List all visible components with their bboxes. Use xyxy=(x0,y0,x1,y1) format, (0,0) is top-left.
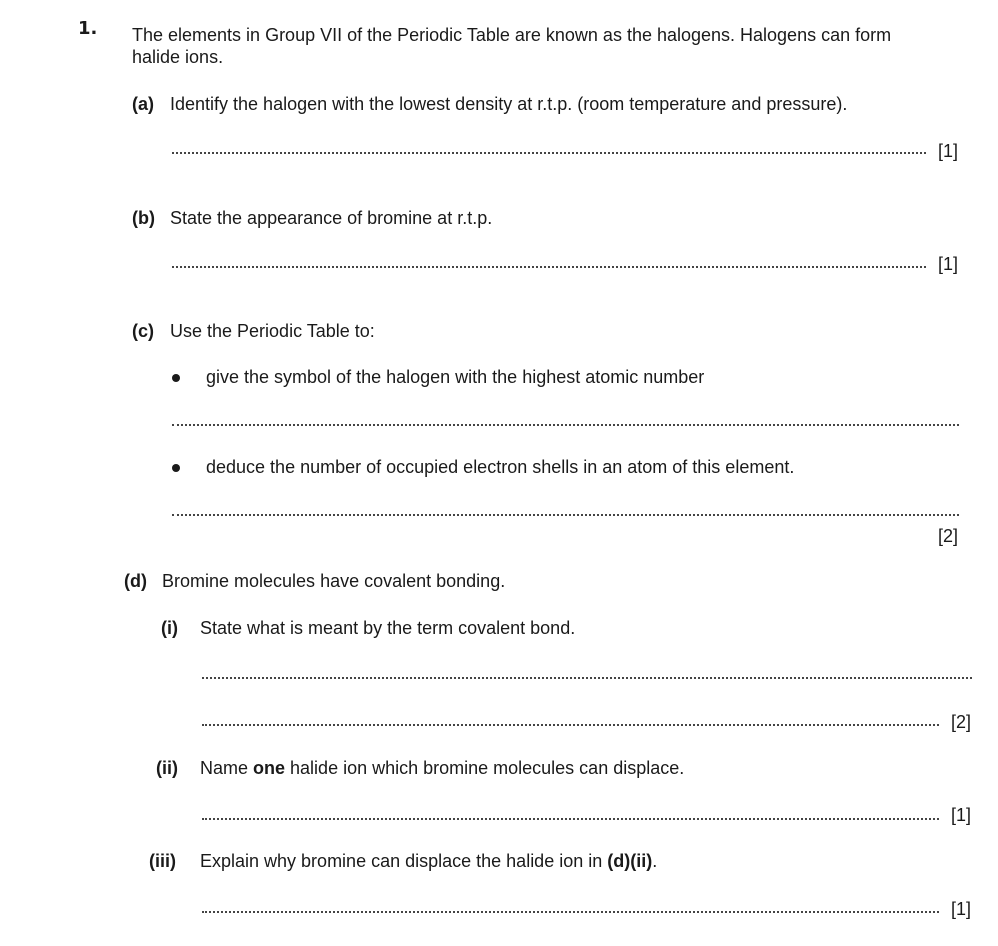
part-d-label: (d) xyxy=(124,571,147,591)
part-a-mark: [1] xyxy=(938,141,959,161)
question-intro-line1: The elements in Group VII of the Periodic Table are known as the halogens. Halogens can form xyxy=(132,25,892,45)
part-c-bullet-1-text: give the symbol of the halogen with the highest atomic number xyxy=(206,367,705,387)
part-c-answer-line-2[interactable] xyxy=(172,514,959,516)
part-d-ii-answer-line[interactable] xyxy=(202,818,939,820)
part-a-text: Identify the halogen with the lowest density at r.t.p. (room temperature and pressure). xyxy=(170,94,848,114)
part-d-ii-text: Name one halide ion which bromine molecules can displace. xyxy=(200,758,685,778)
part-d-iii-label: (iii) xyxy=(149,851,176,871)
part-c-answer-line-1[interactable] xyxy=(172,424,959,426)
part-d-text: Bromine molecules have covalent bonding. xyxy=(162,571,506,591)
part-b-answer-line[interactable] xyxy=(172,266,926,268)
part-d-i-answer-line-1[interactable] xyxy=(202,677,972,679)
question-intro-line2: halide ions. xyxy=(132,47,224,67)
part-c-text: Use the Periodic Table to: xyxy=(170,321,375,341)
part-d-iii-answer-line[interactable] xyxy=(202,911,939,913)
part-d-i-answer-line-2[interactable] xyxy=(202,724,939,726)
part-c-bullet-2 xyxy=(172,464,180,472)
part-c-mark: [2] xyxy=(938,526,959,546)
part-d-i-label: (i) xyxy=(161,618,178,638)
part-b-label: (b) xyxy=(132,208,155,228)
part-c-bullet-2-text: deduce the number of occupied electron shells in an atom of this element. xyxy=(206,457,795,477)
part-b-mark: [1] xyxy=(938,254,959,274)
part-d-ii-mark: [1] xyxy=(951,805,972,825)
part-a-label: (a) xyxy=(132,94,154,114)
part-c-bullet-1 xyxy=(172,374,180,382)
part-d-ii-label: (ii) xyxy=(156,758,178,778)
part-d-iii-mark: [1] xyxy=(951,899,972,919)
part-c-label: (c) xyxy=(132,321,154,341)
question-number: 1. xyxy=(78,18,98,39)
part-b-text: State the appearance of bromine at r.t.p. xyxy=(170,208,493,228)
part-a-answer-line[interactable] xyxy=(172,152,926,154)
part-d-i-mark: [2] xyxy=(951,712,972,732)
part-d-i-text: State what is meant by the term covalent bond. xyxy=(200,618,576,638)
part-d-iii-text: Explain why bromine can displace the halide ion in (d)(ii). xyxy=(200,851,658,871)
emphasis-one: one xyxy=(253,758,286,778)
reference-d-ii: (d)(ii) xyxy=(607,851,653,871)
